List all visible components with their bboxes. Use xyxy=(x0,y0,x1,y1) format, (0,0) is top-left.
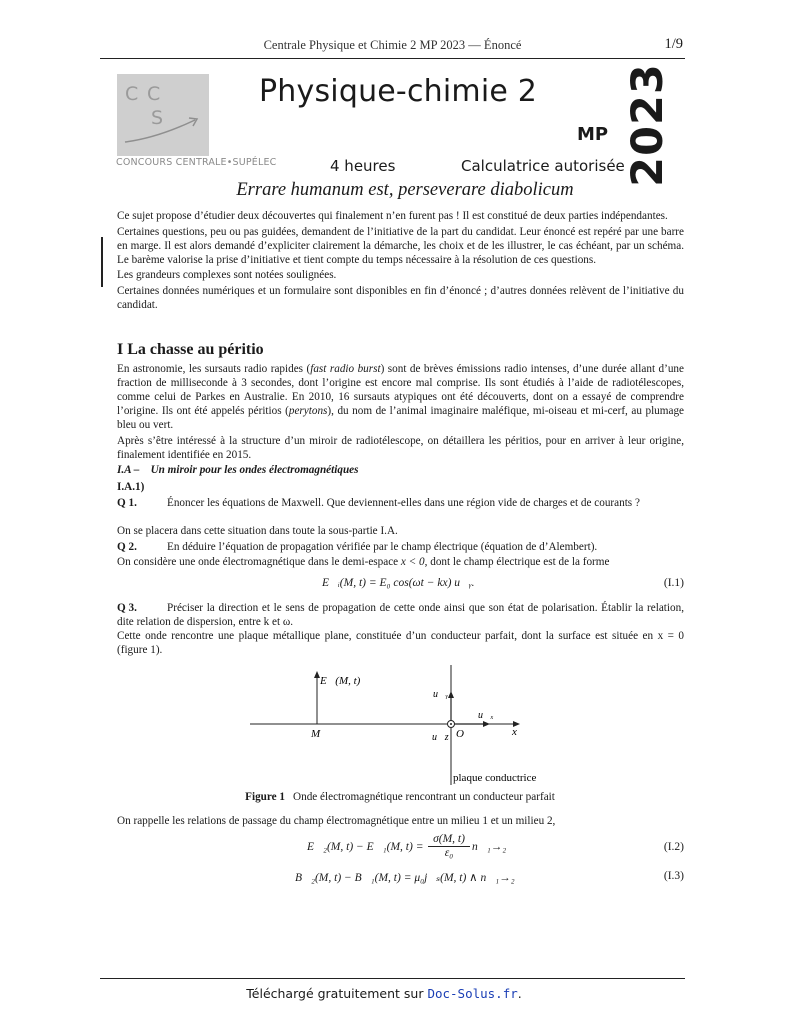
intro-paragraph: Certaines données numériques et un formulaire sont disponibles en fin d’énoncé ; d’autres données relèvent de l’initiative du candidat. xyxy=(117,284,684,311)
svg-text:C: C xyxy=(147,83,161,105)
label-plate: plaque conductrice xyxy=(453,772,537,784)
label-O: O xyxy=(456,728,464,740)
label-uy: u⃗ᵧ xyxy=(433,689,449,700)
text-run: , dont le champ électrique est de la forme xyxy=(424,556,610,568)
label-uz: u⃗z xyxy=(432,732,449,743)
plate-description: Cette onde rencontre une plaque métallique plane, constituée d’un conducteur parfait, dont la surface est située en x = 0 (figure 1). xyxy=(117,630,684,656)
equation-I1: E⃗ᵢ(M, t) = E₀ cos(ωt − kx) u⃗ᵧ. xyxy=(322,577,475,589)
section-title: I La chasse au péritio xyxy=(117,341,264,358)
equation-number: (I.1) xyxy=(663,577,684,589)
running-head xyxy=(100,36,685,59)
section-paragraph xyxy=(117,362,684,432)
figure-caption xyxy=(0,791,800,803)
math-inline: x < 0 xyxy=(400,556,425,568)
label-x: x xyxy=(512,726,517,738)
footer-end: . xyxy=(517,986,522,1001)
exam-track: MP xyxy=(577,124,609,145)
text-run: ) sont de brèves émissions radio intenses, d’une durée allant d’une fraction de milliseconde à 3 secondes, dont l’origine est encore mal comprise. Ils sont étudiés à l’aide de radiotélescopes, comme celui de Parkes en Australie. En 2010, 16 sursauts atypiques ont été découverts, dont on a essayé de comprendre l’origine. Ils ont été appelés péritios ( xyxy=(117,363,684,417)
intro-paragraph: Ce sujet propose d’étudier deux découvertes qui finalement n’en furent pas ! Il est constitué de deux parties indépendantes. xyxy=(117,210,668,222)
equation-I2-left: E⃗₂(M, t) − E⃗₁(M, t) = xyxy=(307,841,424,853)
exam-year: 2023 xyxy=(623,63,673,187)
intro xyxy=(117,209,684,313)
svg-text:S: S xyxy=(151,107,164,129)
label-M: M xyxy=(311,728,321,740)
svg-text:C: C xyxy=(125,83,139,105)
margin-bar xyxy=(101,237,103,287)
concours-logo xyxy=(117,74,209,156)
question-number: Q 2. xyxy=(117,541,137,553)
section-paragraph: Après s’être intéressé à la structure d’un miroir de radiotélescope, on détaillera les péritios, pour en arriver à leur origine, finalement identifiée en 2015. xyxy=(117,434,684,461)
text-run: ), du nom de l’animal imaginaire maléfique, mi-oiseau et mi-cerf, au plumage bleu ou vert. xyxy=(117,405,684,431)
wave-description xyxy=(117,555,684,569)
question-number: Q 1. xyxy=(117,497,137,509)
figure-1 xyxy=(248,663,537,787)
question-text: Énoncer les équations de Maxwell. Que deviennent-elles dans une région vide de charges et de courants ? xyxy=(167,497,640,509)
text-run-em: fast radio burst xyxy=(310,363,381,375)
subsection-label: I.A – xyxy=(117,464,140,476)
subsubsection-label: I.A.1) xyxy=(117,481,145,493)
question-number: Q 3. xyxy=(117,602,137,614)
text-run: En astronomie, les sursauts radio rapides ( xyxy=(117,363,311,375)
year-block xyxy=(610,63,686,187)
text-run-em: perytons xyxy=(288,405,328,417)
subsection-title: Un miroir pour les ondes électromagnétiques xyxy=(150,464,359,476)
question-3 xyxy=(117,601,684,629)
question-text: Préciser la direction et le sens de propagation de cette onde ainsi que son état de polarisation. Établir la relation, dite relation de dispersion, entre k et ω. xyxy=(117,602,684,628)
section-intro xyxy=(117,362,684,463)
footer xyxy=(0,986,768,1001)
exam-duration: 4 heures xyxy=(330,157,396,175)
relations-intro: On rappelle les relations de passage du champ électromagnétique entre un milieu 1 et un milieu 2, xyxy=(117,815,556,827)
intro-paragraph: Certaines questions, peu ou pas guidées, demandent de l’initiative de la part du candidat. Leur énoncé est repéré par une barre en marge. Il est alors demandé d’expliciter clairement la démarche, les choix et de les illustrer, le cas échéant, par un schéma. Le barème valorise la prise d’initiative et tient compte du temps nécessaire à la résolution de ces questions. xyxy=(117,225,684,266)
label-e-field: E⃗(M, t) xyxy=(320,675,361,687)
exam-title: Physique-chimie 2 xyxy=(259,74,538,109)
label-ux: u⃗ₓ xyxy=(478,710,494,721)
footer-text: Téléchargé gratuitement sur xyxy=(246,986,428,1001)
equation-number: (I.3) xyxy=(663,870,684,882)
text-run: On considère une onde électromagnétique dans le demi-espace xyxy=(117,556,401,568)
fraction-denominator: ε₀ xyxy=(444,847,454,859)
instruction-line: On se placera dans cette situation dans toute la sous-partie I.A. xyxy=(117,525,398,537)
logo-text: CONCOURS CENTRALE•SUPÉLEC xyxy=(116,157,277,168)
equation-I3: B⃗₂(M, t) − B⃗₁(M, t) = μ₀j⃗ₛ(M, t) ∧ n⃗₁→₂ xyxy=(295,872,515,884)
uy-arrowhead-icon xyxy=(448,691,454,698)
logo-swirl-icon xyxy=(117,74,209,156)
ux-arrowhead-icon xyxy=(483,721,490,727)
figure-caption-text: Onde électromagnétique rencontrant un conducteur parfait xyxy=(293,791,555,803)
question-text: En déduire l’équation de propagation vérifiée par le champ électrique (équation de d’Alembert). xyxy=(167,541,598,553)
equation-number: (I.2) xyxy=(663,841,684,853)
calculator-policy: Calculatrice autorisée xyxy=(461,157,625,175)
running-head-title: Centrale Physique et Chimie 2 MP 2023 — Énoncé xyxy=(263,38,522,52)
page-number: 1/9 xyxy=(664,36,683,52)
figure-diagram xyxy=(248,663,537,787)
figure-caption-label: Figure 1 xyxy=(245,791,286,803)
fraction-numerator: σ(M, t) xyxy=(428,833,470,847)
subsection-heading xyxy=(117,463,684,477)
equation-I2-right: n⃗₁→₂ xyxy=(472,841,507,853)
footer-link[interactable]: Doc-Solus.fr xyxy=(427,986,518,1001)
footer-rule xyxy=(100,978,685,979)
intro-paragraph: Les grandeurs complexes sont notées soulignées. xyxy=(117,269,337,281)
equation-I2-fraction xyxy=(428,833,470,860)
motto: Errare humanum est, perseverare diabolicum xyxy=(236,180,574,200)
question-1 xyxy=(117,496,684,510)
uz-dot-icon xyxy=(450,723,452,725)
question-2 xyxy=(117,540,684,554)
